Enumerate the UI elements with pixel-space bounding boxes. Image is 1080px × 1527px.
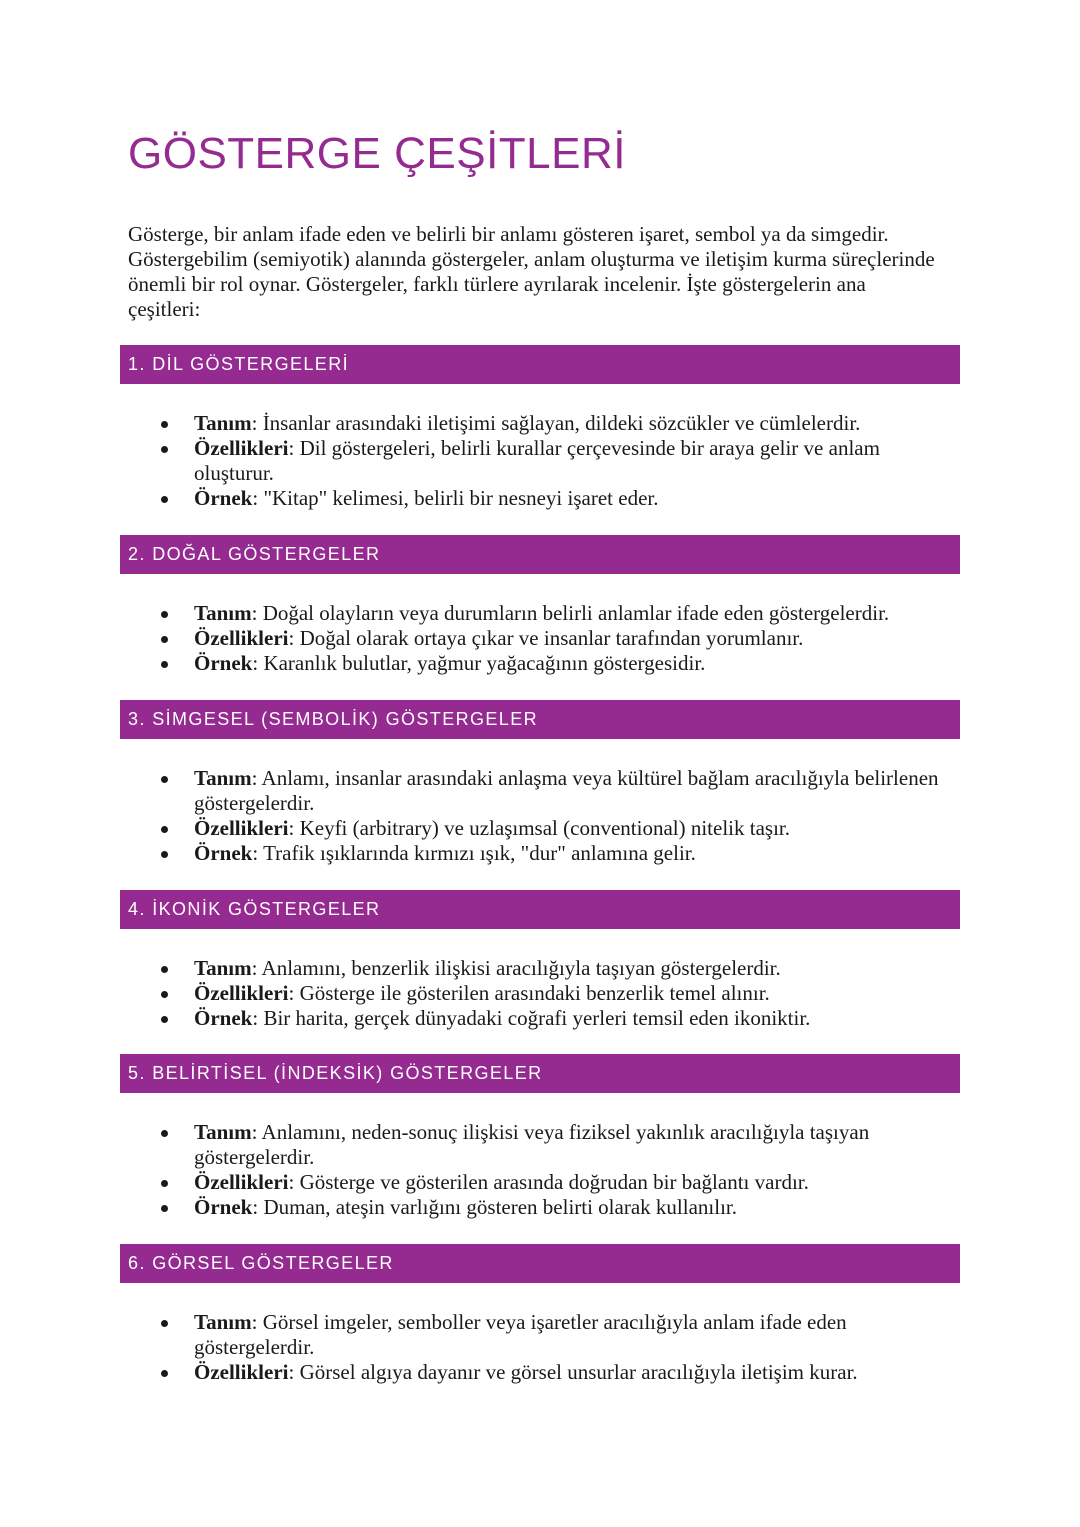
item-label: Örnek [194,841,253,865]
item-separator: : [288,981,300,1005]
item-label: Tanım [194,766,252,790]
item-text: Doğal olarak ortaya çıkar ve insanlar tarafından yorumlanır. [299,626,804,650]
item-label: Özellikleri [194,981,289,1005]
section-header-gorsel [120,1244,960,1283]
item-text: Anlamı, insanlar arasındaki anlaşma veya kültürel bağlam aracılığıyla belirlenen göstergelerdir. [194,766,939,815]
item-text: Dil göstergeleri, belirli kurallar çerçevesinde bir araya gelir ve anlam oluşturur. [194,436,880,485]
list-item [0,1120,1080,1170]
item-separator: : [251,766,262,790]
list-item [0,651,1080,676]
item-label: Örnek [194,1195,253,1219]
item-separator: : [252,486,264,510]
item-label: Tanım [194,411,252,435]
bullet-list-ikonik [0,956,1080,1031]
item-label: Özellikleri [194,436,289,460]
bullet-list-belirtisel [0,1120,1080,1220]
list-item [0,436,1080,486]
list-item [0,1310,1080,1360]
bullet-icon [161,661,168,668]
item-separator: : [288,626,300,650]
bullet-icon [161,776,168,783]
item-label: Özellikleri [194,816,289,840]
bullet-icon [161,446,168,453]
list-item [0,486,1080,511]
bullet-icon [161,826,168,833]
item-separator: : [252,1195,264,1219]
item-separator: : [251,1120,262,1144]
bullet-icon [161,1016,168,1023]
list-item [0,766,1080,816]
item-separator: : [252,841,264,865]
item-text: İnsanlar arasındaki iletişimi sağlayan, dildeki sözcükler ve cümlelerdir. [262,411,861,435]
list-item [0,816,1080,841]
item-text: Keyfi (arbitrary) ve uzlaşımsal (conventional) nitelik taşır. [299,816,790,840]
item-label: Özellikleri [194,1170,289,1194]
list-item [0,1360,1080,1385]
bullet-icon [161,496,168,503]
bullet-icon [161,1320,168,1327]
bullet-icon [161,636,168,643]
list-item [0,1006,1080,1031]
item-label: Tanım [194,956,252,980]
item-text: Gösterge ve gösterilen arasında doğrudan bir bağlantı vardır. [299,1170,809,1194]
list-item [0,411,1080,436]
bullet-icon [161,966,168,973]
item-separator: : [252,651,264,675]
list-item [0,626,1080,651]
item-separator: : [288,1360,300,1384]
bullet-icon [161,1370,168,1377]
bullet-icon [161,421,168,428]
item-text: Görsel imgeler, semboller veya işaretler aracılığıyla anlam ifade eden göstergelerdir. [194,1310,847,1359]
section-title: 1. DİL GÖSTERGELERİ [128,354,349,374]
bullet-list-gorsel [0,1310,1080,1385]
item-separator: : [288,1170,300,1194]
section-title: 2. DOĞAL GÖSTERGELER [128,544,381,564]
item-text: Karanlık bulutlar, yağmur yağacağının göstergesidir. [263,651,706,675]
section-header-ikonik [120,890,960,929]
item-label: Örnek [194,1006,253,1030]
item-separator: : [288,816,300,840]
section-title: 3. SİMGESEL (SEMBOLİK) GÖSTERGELER [128,709,539,729]
item-separator: : [251,411,263,435]
list-item [0,1170,1080,1195]
bullet-icon [161,991,168,998]
section-title: 4. İKONİK GÖSTERGELER [128,899,381,919]
item-label: Özellikleri [194,1360,289,1384]
item-text: Anlamını, benzerlik ilişkisi aracılığıyla taşıyan göstergelerdir. [261,956,781,980]
bullet-icon [161,851,168,858]
item-label: Tanım [194,1310,252,1334]
bullet-icon [161,611,168,618]
item-separator: : [251,956,262,980]
section-header-dogal [120,535,960,574]
item-label: Örnek [194,651,253,675]
item-separator: : [251,1310,263,1334]
item-text: Duman, ateşin varlığını gösteren belirti olarak kullanılır. [263,1195,737,1219]
item-label: Tanım [194,601,252,625]
item-text: Gösterge ile gösterilen arasındaki benzerlik temel alınır. [299,981,770,1005]
item-text: Trafik ışıklarında kırmızı ışık, "dur" anlamına gelir. [263,841,696,865]
item-text: Doğal olayların veya durumların belirli anlamlar ifade eden göstergelerdir. [262,601,890,625]
item-label: Örnek [194,486,253,510]
bullet-list-dogal [0,601,1080,676]
item-label: Özellikleri [194,626,289,650]
bullet-icon [161,1180,168,1187]
intro-paragraph: Gösterge, bir anlam ifade eden ve belirli bir anlamı gösteren işaret, sembol ya da simgedir. Göstergebilim (semiyotik) alanında göstergeler, anlam oluşturma ve iletişim kurma süreçlerinde önemli bir rol oynar. Göstergeler, farklı türlere ayrılarak incelenir. İşte göstergelerin ana çeşitleri: [128,222,935,321]
item-label: Tanım [194,1120,252,1144]
list-item [0,841,1080,866]
item-separator: : [252,1006,264,1030]
bullet-icon [161,1130,168,1137]
bullet-list-dil [0,411,1080,511]
section-title: 6. GÖRSEL GÖSTERGELER [128,1253,394,1273]
item-separator: : [251,601,263,625]
bullet-icon [161,1205,168,1212]
item-separator: : [288,436,300,460]
list-item [0,956,1080,981]
section-header-dil [120,345,960,384]
item-text: Bir harita, gerçek dünyadaki coğrafi yerleri temsil eden ikoniktir. [263,1006,811,1030]
list-item [0,1195,1080,1220]
list-item [0,981,1080,1006]
list-item [0,601,1080,626]
bullet-list-simgesel [0,766,1080,866]
section-header-belirtisel [120,1054,960,1093]
section-title: 5. BELİRTİSEL (İNDEKSİK) GÖSTERGELER [128,1063,543,1083]
section-header-simgesel [120,700,960,739]
item-text: "Kitap" kelimesi, belirli bir nesneyi işaret eder. [263,486,659,510]
item-text: Anlamını, neden-sonuç ilişkisi veya fiziksel yakınlık aracılığıyla taşıyan göstergelerdir. [194,1120,870,1169]
page-title: GÖSTERGE ÇEŞİTLERİ [128,129,626,178]
item-text: Görsel algıya dayanır ve görsel unsurlar aracılığıyla iletişim kurar. [299,1360,858,1384]
